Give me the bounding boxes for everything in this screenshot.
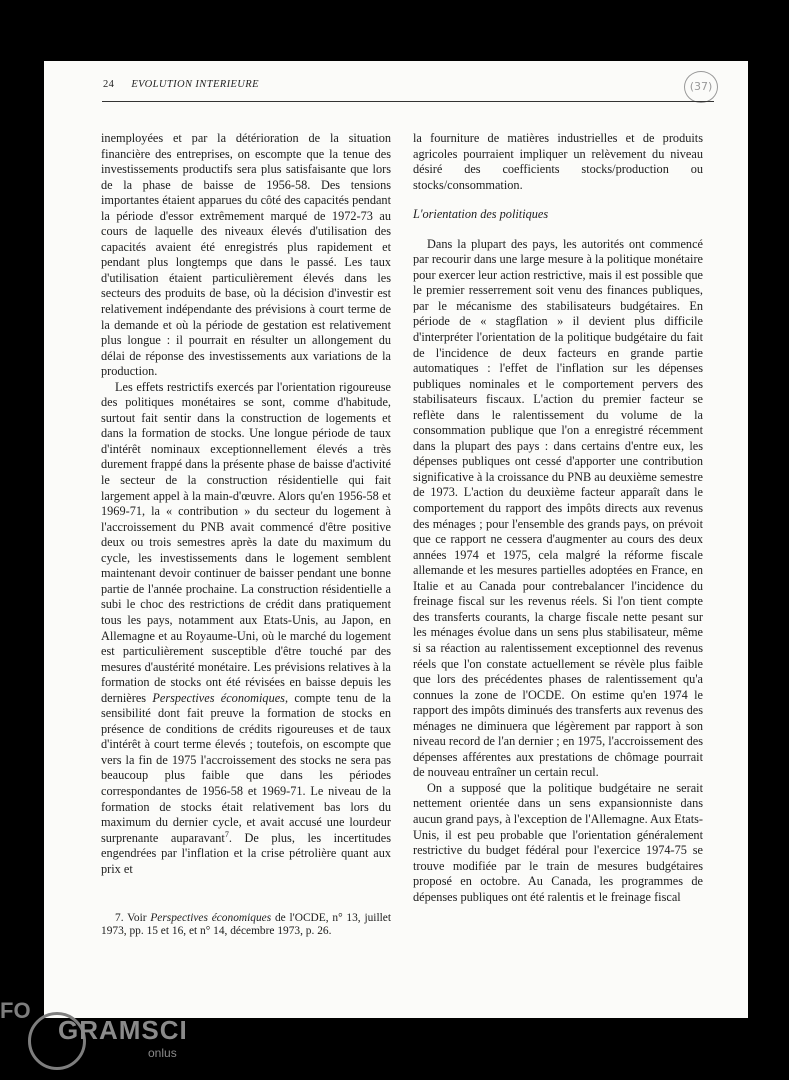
- section-heading: L'orientation des politiques: [413, 207, 549, 222]
- paragraph: Dans la plupart des pays, les autorités ont commencé par recourir dans une large mesure à la politique monétaire pour exercer leur action restrictive, mais il est possible que le premier resserrement soit venu des finances publiques, par le mécanisme des stabilisateurs budgétaires. En période de « stagflation » il devient plus difficile d'interpréter l'orientation de la politique budgétaire du fait de l'incidence de deux facteurs en grande partie automatiques : l'effet de l'inflation sur les dépenses publiques nominales et le comportement pervers des stabilisateurs fiscaux. L'action du premier facteur se reflète dans le ralentissement du volume de la consommation publique que l'on a enregistré récemment dans la plupart des pays : dans certains d'entre eux, les dépenses publiques ont cessé d'apporter une contribution significative à la croissance du PNB au deuxième semestre de 1973. L'action du deuxième facteur apparaît dans le comportement du rapport des impôts directs aux revenus des ménages ; pour l'ensemble des grands pays, on prévoit que ce rapport ne cessera d'augmenter au cours des deux années 1974 et 1975, cela malgré la réforme fiscale allemande et les mesures partielles adoptées en France, en Italie et au Canada pour contrebalancer l'incidence du freinage fiscal sur les revenus réels. Si l'on tient compte des transferts courants, la charge fiscale nette pesant sur les ménages évolue dans un sens plus stabilisateur, même si sa réaction au ralentissement exceptionnel des revenus réels que l'on constate actuellement se révèle plus faible que lors des précédentes phases de ralentissement qu'a connues la zone de l'OCDE. On estime qu'en 1974 le rapport des impôts diminués des transferts aux revenus des ménages ne diminuera que légèrement par rapport à son niveau record de l'an dernier ; en 1975, l'accroissement des dépenses afférentes aux prestations de chômage pourrait de nouveau entraîner un certain recul.: [413, 236, 703, 780]
- left-column: [101, 131, 391, 877]
- header-rule: [102, 101, 714, 102]
- right-column: [413, 131, 703, 905]
- archive-stamp: (37): [684, 71, 718, 103]
- document-page: [44, 61, 748, 1018]
- page-header: [103, 79, 259, 90]
- paragraph: inemployées et par la détérioration de la situation financière des entreprises, on escompte que la tenue des investissements productifs sera plus satisfaisante que lors de la phase de baisse de 1956-58. Des tensions importantes étaient apparues du côté des capacités pendant la période d'essor extrêmement marqué de 1972-73 au cours de laquelle des niveaux élevés d'utilisation des capacités avaient été enregistrés plus rapidement et pendant plus longtemps que dans le passé. Les taux d'utilisation étaient particulièrement élevés dans les secteurs des produits de base, où la décision d'investir est relativement indépendante des prévisions à court terme de la demande et où la période de gestation est relativement plus longue : il pourrait en résulter un allongement du délai de réponse des investissements aux variations de la production.: [101, 131, 391, 379]
- watermark-suffix: onlus: [148, 1046, 177, 1060]
- running-title: EVOLUTION INTERIEURE: [131, 79, 259, 90]
- page-number: 24: [103, 79, 115, 90]
- watermark-name: GRAMSCI: [58, 1015, 188, 1045]
- watermark-logo: [0, 990, 260, 1080]
- italic-citation: Perspectives économiques: [150, 912, 272, 924]
- paragraph: Les effets restrictifs exercés par l'orientation rigoureuse des politiques monétaires se sont, comme d'habitude, surtout fait sentir dans la construction de logements et dans la formation de stocks. Une longue période de taux d'intérêt nominaux exceptionnellement élevés a très durement frappé dans la présente phase de baisse d'activité le secteur de la construction résidentielle qui fait largement appel à la main-d'œuvre. Alors qu'en 1956-58 et 1969-71, la « contribution » du secteur du logement à l'accroissement du PNB avait commencé d'être positive deux ou trois semestres après la date du maximum du cycle, les investissements dans le logement semblent maintenant devoir continuer de baisser pendant une bonne partie de l'année prochaine. La construction résidentielle a subi le choc des restrictions de crédit dans pratiquement tous les pays, notamment aux Etats-Unis, au Japon, en Allemagne et au Royaume-Uni, où le marché du logement est particulièrement susceptible d'être touché par des mesures d'austérité monétaire. Les prévisions relatives à la formation de stocks ont été révisées en baisse depuis les dernières Perspectives économiques, compte tenu de la sensibilité dont fait preuve la formation de stocks en présence de conditions de crédits rigoureuses et de taux d'intérêt à court terme élevés ; toutefois, on escompte que vers la fin de 1975 l'accroissement des stocks ne sera pas beaucoup plus faible que dans les périodes correspondantes de 1956-58 et 1969-71. Le niveau de la formation de stocks était relativement bas lors du maximum du dernier cycle, et avait accusé une lourdeur surprenante auparavant$^7$. De plus, les incertitudes engendrées par l'inflation et la crise pétrolière quant aux prix et: [101, 379, 392, 876]
- watermark-prefix: FO: [0, 998, 31, 1023]
- paragraph: la fourniture de matières industrielles et de produits agricoles pourraient impliquer un relèvement du niveau désiré des coefficients stocks/production ou stocks/consommation.: [413, 131, 703, 192]
- italic-citation: Perspectives économiques: [152, 690, 285, 705]
- footnote-ref[interactable]: 7: [224, 829, 229, 839]
- footnote: 7. Voir Perspectives économiques de l'OCDE, n° 13, juillet 1973, pp. 15 et 16, et n° 14, décembre 1973, p. 26.: [101, 912, 392, 937]
- paragraph: On a supposé que la politique budgétaire ne serait nettement orientée dans un sens expansionniste dans aucun grand pays, à l'exception de l'Allemagne. Aux Etats-Unis, il est peu probable que l'orientation généralement restrictive du budget fédéral pour l'exercice 1974-75 se trouve modifiée par le train de mesures budgétaires proposé en octobre. Au Canada, les programmes de dépenses publiques ont été ralentis et le freinage fiscal: [413, 780, 703, 904]
